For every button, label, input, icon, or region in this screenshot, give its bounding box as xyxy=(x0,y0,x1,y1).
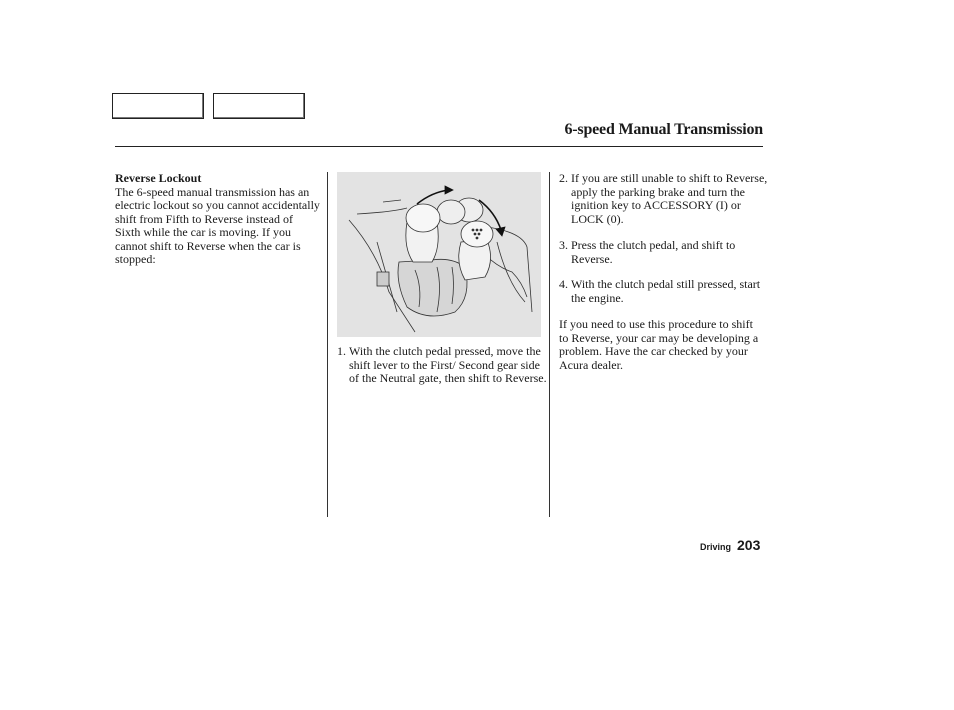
reverse-lockout-section xyxy=(115,172,321,267)
step-item xyxy=(337,345,549,386)
step-number: 4. xyxy=(559,277,568,291)
column-divider xyxy=(327,172,328,517)
page-number: 203 xyxy=(737,537,761,553)
step-text: With the clutch pedal still pressed, start the engine. xyxy=(571,277,761,305)
page-title: 6-speed Manual Transmission xyxy=(564,121,763,138)
nav-button-previous[interactable] xyxy=(112,93,204,119)
step-number: 1. xyxy=(337,344,346,358)
section-heading: Reverse Lockout xyxy=(115,171,202,185)
step-number: 3. xyxy=(559,238,568,252)
section-body: The 6-speed manual transmission has an electric lockout so you cannot accidentally shift from Fifth to Reverse instead of Sixth while the car is moving. If you cannot shift to Reverse when the car is stopped: xyxy=(115,184,320,266)
step-text: With the clutch pedal pressed, move the shift lever to the First/ Second gear side of the Neutral gate, then shift to Reverse. xyxy=(349,344,547,385)
dealer-note: If you need to use this procedure to shift to Reverse, your car may be developing a problem. Have the car checked by your Acura dealer. xyxy=(559,317,759,372)
step-number: 2. xyxy=(559,171,568,185)
step-text: Press the clutch pedal, and shift to Reverse. xyxy=(571,238,736,266)
step-item xyxy=(559,239,776,266)
step-text: If you are still unable to shift to Reverse, apply the parking brake and turn the ignition key to ACCESSORY (I) or LOCK (0). xyxy=(571,171,768,226)
title-rule xyxy=(115,146,763,147)
step-item xyxy=(559,278,776,305)
nav-button-next[interactable] xyxy=(213,93,305,119)
shift-lever-illustration xyxy=(337,172,541,337)
footer-section-label: Driving xyxy=(699,542,731,552)
step-item xyxy=(559,172,776,226)
column-divider xyxy=(549,172,550,517)
